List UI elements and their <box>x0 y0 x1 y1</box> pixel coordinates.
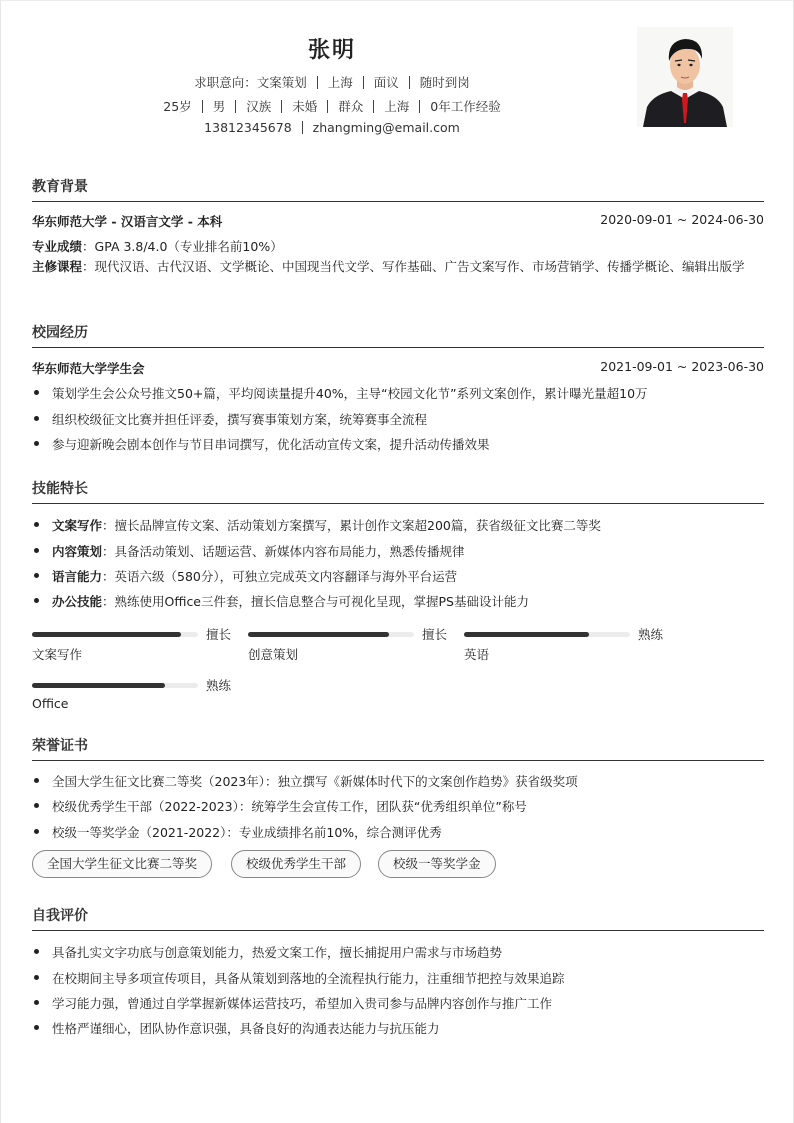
skill-bar-track <box>464 632 630 637</box>
skill-bar-track <box>32 683 198 688</box>
job-intent-line <box>1 73 663 91</box>
skill-bar <box>32 678 232 720</box>
section-title-campus: 校园经历 <box>32 322 764 348</box>
campus-bullet: 组织校级征文比赛并担任评委，撰写赛事策划方案，统筹赛事全流程 <box>32 410 764 428</box>
skill-bar <box>248 627 448 669</box>
gpa-value: ：GPA 3.8/4.0（专业排名前10%） <box>82 239 283 254</box>
skill-label: 办公技能 <box>52 594 103 609</box>
personal-info-line <box>1 97 663 115</box>
divider <box>373 100 374 113</box>
honor-bullet: 校级一等奖学金（2021-2022）：专业成绩排名前10%，综合测评优秀 <box>32 823 764 841</box>
school-major-degree: 华东师范大学 - 汉语言文学 - 本科 <box>32 214 223 229</box>
skill-bar-track <box>248 632 414 637</box>
contact-line <box>1 120 663 135</box>
skill-level: 熟练 <box>206 678 232 693</box>
candidate-name: 张明 <box>307 38 356 63</box>
courses-label: 主修课程 <box>32 259 83 274</box>
campus-bullet: 策划学生会公众号推文50+篇，平均阅读量提升40%，主导“校园文化节”系列文案创作，累计曝光量超10万 <box>32 384 764 402</box>
email: zhangming@email.com <box>312 120 460 135</box>
skill-label: 文案写作 <box>52 518 103 533</box>
courses-line <box>32 256 764 278</box>
skill-bar-fill <box>32 683 165 688</box>
honor-tag: 全国大学生征文比赛二等奖 <box>32 850 212 878</box>
divider <box>317 76 318 89</box>
divider <box>302 121 303 134</box>
honor-bullet: 校级优秀学生干部（2022-2023）：统筹学生会宣传工作，团队获“优秀组织单位”称号 <box>32 797 764 815</box>
political-status: 群众 <box>338 99 364 114</box>
skill-bar-fill <box>464 632 589 637</box>
intent-salary: 面议 <box>373 75 399 90</box>
gpa-label: 专业成绩 <box>32 239 83 254</box>
skill-text: ：具备活动策划、话题运营、新媒体内容布局能力，熟悉传播规律 <box>102 544 465 559</box>
skill-label: 语言能力 <box>52 569 103 584</box>
section-title-self-eval: 自我评价 <box>32 905 764 931</box>
skill-bar-track <box>32 632 198 637</box>
divider <box>235 100 236 113</box>
skill-name: 英语 <box>464 647 490 662</box>
campus-bullet: 参与迎新晚会剧本创作与节目串词撰写，优化活动宣传文案，提升活动传播效果 <box>32 435 764 453</box>
skill-level: 擅长 <box>206 627 232 642</box>
divider <box>281 100 282 113</box>
section-title-honors: 荣誉证书 <box>32 735 764 761</box>
gender: 男 <box>212 99 226 114</box>
skill-bar <box>32 627 232 669</box>
skill-name: 创意策划 <box>248 647 299 662</box>
education-date: 2020-09-01 ~ 2024-06-30 <box>600 212 764 227</box>
divider <box>202 100 203 113</box>
skill-text: ：熟练使用Office三件套，擅长信息整合与可视化呈现，掌握PS基础设计能力 <box>102 594 529 609</box>
self-eval-bullet: 具备扎实文字功底与创意策划能力，热爱文案工作，擅长捕捉用户需求与市场趋势 <box>32 943 764 961</box>
campus-entry <box>32 359 764 377</box>
education-entry <box>32 212 764 230</box>
skill-text: ：英语六级（580分），可独立完成英文内容翻译与海外平台运营 <box>102 569 458 584</box>
honor-tag: 校级一等奖学金 <box>378 850 496 878</box>
skill-name: Office <box>32 696 69 711</box>
organization: 华东师范大学学生会 <box>32 361 145 376</box>
work-experience: 0年工作经验 <box>430 99 501 114</box>
skill-bar <box>464 627 664 669</box>
age: 25岁 <box>163 99 192 114</box>
divider <box>419 100 420 113</box>
skill-label: 内容策划 <box>52 544 103 559</box>
ethnicity: 汉族 <box>246 99 272 114</box>
skill-bullet <box>32 592 764 610</box>
skill-bullet <box>32 542 764 560</box>
skill-name: 文案写作 <box>32 647 83 662</box>
self-eval-bullet: 在校期间主导多项宣传项目，具备从策划到落地的全流程执行能力，注重细节把控与效果追踪 <box>32 969 764 987</box>
intent-availability: 随时到岗 <box>419 75 470 90</box>
skill-bullet <box>32 567 764 585</box>
skill-bar-fill <box>32 632 181 637</box>
skill-bullet <box>32 516 764 534</box>
intent-city: 上海 <box>327 75 353 90</box>
marital-status: 未婚 <box>292 99 318 114</box>
intent-position: 求职意向：文案策划 <box>194 75 307 90</box>
section-title-skills: 技能特长 <box>32 478 764 504</box>
phone: 13812345678 <box>204 120 292 135</box>
skill-text: ：擅长品牌宣传文案、活动策划方案撰写，累计创作文案超200篇，获省级征文比赛二等奖 <box>102 518 601 533</box>
honor-bullet: 全国大学生征文比赛二等奖（2023年）：独立撰写《新媒体时代下的文案创作趋势》获省级奖项 <box>32 772 764 790</box>
campus-date: 2021-09-01 ~ 2023-06-30 <box>600 359 764 374</box>
skill-bar-fill <box>248 632 389 637</box>
skill-level: 熟练 <box>638 627 664 642</box>
self-eval-bullet: 学习能力强，曾通过自学掌握新媒体运营技巧，希望加入贵司参与品牌内容创作与推广工作 <box>32 994 764 1012</box>
courses-value: ：现代汉语、古代汉语、文学概论、中国现当代文学、写作基础、广告文案写作、市场营销学、传播学概论、编辑出版学 <box>82 259 745 274</box>
divider <box>327 100 328 113</box>
residence: 上海 <box>384 99 410 114</box>
skill-level: 擅长 <box>422 627 448 642</box>
honor-tag: 校级优秀学生干部 <box>231 850 361 878</box>
section-title-education: 教育背景 <box>32 176 764 202</box>
gpa-line <box>32 237 764 255</box>
divider <box>409 76 410 89</box>
self-eval-bullet: 性格严谨细心，团队协作意识强，具备良好的沟通表达能力与抗压能力 <box>32 1019 764 1037</box>
avatar <box>637 27 733 127</box>
divider <box>363 76 364 89</box>
